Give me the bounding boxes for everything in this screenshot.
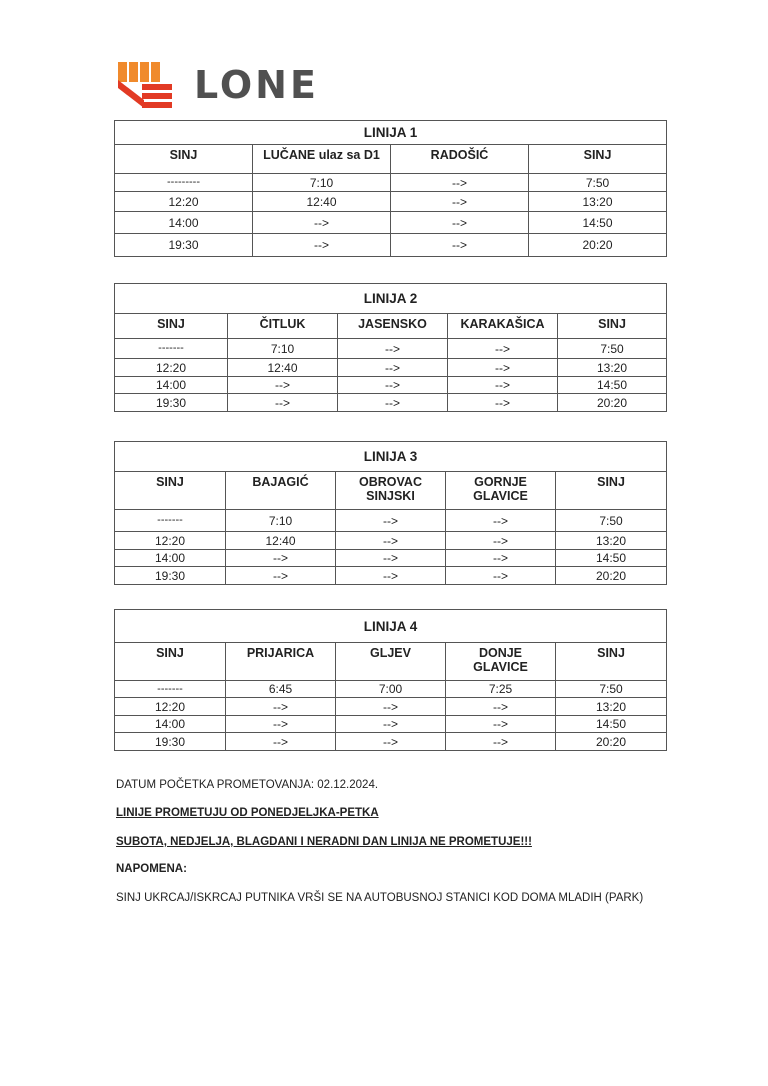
column-header: OBROVAC SINJSKI xyxy=(336,472,446,510)
table-cell: 7:10 xyxy=(253,174,391,192)
timetable-line-4 xyxy=(114,609,667,751)
table-cell: 7:50 xyxy=(529,174,667,192)
column-header: SINJ xyxy=(115,145,253,174)
table-cell: 12:20 xyxy=(115,698,226,716)
table-cell: 12:40 xyxy=(226,532,336,550)
table-title: LINIJA 3 xyxy=(115,442,667,472)
table-row xyxy=(115,339,667,359)
table-cell: --> xyxy=(228,377,338,394)
table-cell: 12:20 xyxy=(115,359,228,377)
column-header: GLJEV xyxy=(336,643,446,681)
table-title: LINIJA 2 xyxy=(115,284,667,314)
column-header: GORNJE GLAVICE xyxy=(446,472,556,510)
table-cell: --> xyxy=(228,394,338,412)
table-cell: --> xyxy=(446,532,556,550)
column-header: DONJE GLAVICE xyxy=(446,643,556,681)
table-row xyxy=(115,212,667,234)
table-cell: --> xyxy=(391,234,529,257)
table-cell: 12:40 xyxy=(253,192,391,212)
table-row xyxy=(115,174,667,192)
table-row xyxy=(115,532,667,550)
table-cell: --> xyxy=(336,733,446,751)
table-row xyxy=(115,394,667,412)
table-cell: 19:30 xyxy=(115,733,226,751)
logo-text: LONE xyxy=(194,63,319,107)
column-header: BAJAGIĆ xyxy=(226,472,336,510)
table-cell: --> xyxy=(336,510,446,532)
table-cell: --> xyxy=(391,192,529,212)
table-cell: --> xyxy=(336,716,446,733)
table-cell: --> xyxy=(226,716,336,733)
table-cell: --> xyxy=(448,339,558,359)
table-cell: 14:50 xyxy=(556,716,667,733)
table-cell: ------- xyxy=(115,681,226,698)
table-cell: --> xyxy=(336,532,446,550)
table-cell: --> xyxy=(336,698,446,716)
table-cell: 7:10 xyxy=(226,510,336,532)
table-cell: 14:00 xyxy=(115,212,253,234)
table-row xyxy=(115,359,667,377)
table-cell: 20:20 xyxy=(556,567,667,585)
table-cell: --> xyxy=(226,733,336,751)
table-cell: --> xyxy=(226,698,336,716)
column-header: RADOŠIĆ xyxy=(391,145,529,174)
table-cell: 14:00 xyxy=(115,377,228,394)
column-header: KARAKAŠICA xyxy=(448,314,558,339)
table-cell: --> xyxy=(448,377,558,394)
table-cell: 19:30 xyxy=(115,394,228,412)
table-cell: 13:20 xyxy=(529,192,667,212)
table-row xyxy=(115,550,667,567)
table-cell: --> xyxy=(446,567,556,585)
table-cell: --> xyxy=(446,510,556,532)
note-text: SINJ UKRCAJ/ISKRCAJ PUTNIKA VRŠI SE NA AUTOBUSNOJ STANICI KOD DOMA MLADIH (PARK) xyxy=(116,892,644,904)
company-logo xyxy=(116,58,319,112)
table-cell: 7:50 xyxy=(558,339,667,359)
table-cell: --> xyxy=(338,359,448,377)
table-cell: --> xyxy=(391,212,529,234)
column-header: LUČANE ulaz sa D1 xyxy=(253,145,391,174)
table-row xyxy=(115,510,667,532)
table-cell: ------- xyxy=(115,510,226,532)
table-cell: --> xyxy=(253,212,391,234)
table-cell: 7:50 xyxy=(556,510,667,532)
column-header: ČITLUK xyxy=(228,314,338,339)
table-cell: 13:20 xyxy=(556,698,667,716)
table-cell: --> xyxy=(226,567,336,585)
timetable-line-3 xyxy=(114,441,667,585)
table-row xyxy=(115,681,667,698)
table-cell: --> xyxy=(448,359,558,377)
table-row xyxy=(115,567,667,585)
table-cell: --> xyxy=(338,394,448,412)
table-cell: --> xyxy=(391,174,529,192)
table-cell: 12:20 xyxy=(115,192,253,212)
table-cell: 14:50 xyxy=(558,377,667,394)
table-cell: --> xyxy=(446,716,556,733)
column-header: SINJ xyxy=(556,472,667,510)
column-header: SINJ xyxy=(529,145,667,174)
weekdays-text: LINIJE PROMETUJU OD PONEDJELJKA-PETKA xyxy=(116,807,379,819)
table-cell: 7:25 xyxy=(446,681,556,698)
table-cell: --> xyxy=(448,394,558,412)
table-row xyxy=(115,377,667,394)
table-cell: --> xyxy=(446,698,556,716)
lone-logo-icon xyxy=(116,60,174,110)
table-title: LINIJA 4 xyxy=(115,610,667,643)
table-cell: 7:50 xyxy=(556,681,667,698)
table-cell: 20:20 xyxy=(529,234,667,257)
table-cell: 12:40 xyxy=(228,359,338,377)
table-row xyxy=(115,716,667,733)
table-cell: 13:20 xyxy=(558,359,667,377)
table-cell: 14:50 xyxy=(556,550,667,567)
table-cell: 20:20 xyxy=(556,733,667,751)
timetable-line-1 xyxy=(114,120,667,257)
table-cell: 13:20 xyxy=(556,532,667,550)
table-cell: --> xyxy=(226,550,336,567)
table-cell: 14:50 xyxy=(529,212,667,234)
table-cell: --> xyxy=(338,339,448,359)
column-header: SINJ xyxy=(115,472,226,510)
note-label: NAPOMENA: xyxy=(116,863,187,875)
table-row xyxy=(115,733,667,751)
table-cell: ------- xyxy=(115,339,228,359)
table-cell: 7:10 xyxy=(228,339,338,359)
table-row xyxy=(115,192,667,212)
table-cell: 7:00 xyxy=(336,681,446,698)
table-cell: 20:20 xyxy=(558,394,667,412)
column-header: JASENSKO xyxy=(338,314,448,339)
table-cell: 14:00 xyxy=(115,716,226,733)
timetable-line-2 xyxy=(114,283,667,412)
column-header: SINJ xyxy=(115,643,226,681)
no-service-text: SUBOTA, NEDJELJA, BLAGDANI I NERADNI DAN LINIJA NE PROMETUJE!!! xyxy=(116,836,532,848)
table-cell: 6:45 xyxy=(226,681,336,698)
column-header: SINJ xyxy=(115,314,228,339)
table-cell: 12:20 xyxy=(115,532,226,550)
table-title: LINIJA 1 xyxy=(115,121,667,145)
table-cell: 14:00 xyxy=(115,550,226,567)
table-cell: --> xyxy=(446,550,556,567)
column-header: SINJ xyxy=(556,643,667,681)
table-cell: --> xyxy=(446,733,556,751)
table-cell: --> xyxy=(338,377,448,394)
table-row xyxy=(115,698,667,716)
table-cell: --> xyxy=(336,567,446,585)
table-cell: 19:30 xyxy=(115,234,253,257)
start-date-text: DATUM POČETKA PROMETOVANJA: 02.12.2024. xyxy=(116,779,379,791)
table-cell: --> xyxy=(336,550,446,567)
table-cell: --------- xyxy=(115,174,253,192)
table-cell: 19:30 xyxy=(115,567,226,585)
table-row xyxy=(115,234,667,257)
table-cell: --> xyxy=(253,234,391,257)
column-header: SINJ xyxy=(558,314,667,339)
column-header: PRIJARICA xyxy=(226,643,336,681)
